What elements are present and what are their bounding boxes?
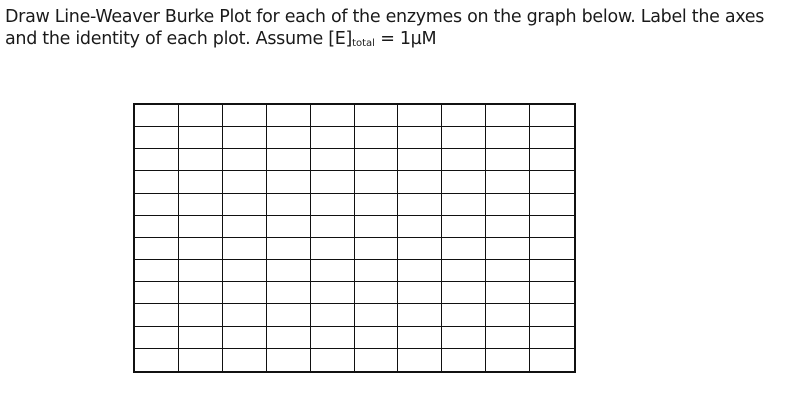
graph-cell [355, 127, 399, 149]
graph-cell [223, 260, 267, 282]
enzyme-total-subscript: total [352, 38, 375, 49]
graph-cell [442, 282, 486, 304]
graph-cell [486, 194, 530, 216]
graph-cell [486, 349, 530, 371]
graph-cell [530, 349, 574, 371]
graph-cell [135, 304, 179, 326]
graph-cell [355, 282, 399, 304]
graph-cell [311, 282, 355, 304]
graph-cell [486, 216, 530, 238]
graph-cell [530, 216, 574, 238]
graph-cell [267, 216, 311, 238]
graph-cell [179, 105, 223, 127]
question-text [5, 6, 785, 55]
graph-cell [223, 216, 267, 238]
graph-cell [486, 282, 530, 304]
graph-cell [530, 171, 574, 193]
graph-cell [267, 105, 311, 127]
graph-cell [398, 149, 442, 171]
graph-cell [135, 105, 179, 127]
graph-cell [311, 349, 355, 371]
graph-cell [442, 127, 486, 149]
graph-cell [179, 216, 223, 238]
graph-cell [398, 238, 442, 260]
graph-cell [355, 171, 399, 193]
graph-cell [135, 127, 179, 149]
graph-cell [355, 304, 399, 326]
graph-cell [486, 149, 530, 171]
graph-cell [355, 105, 399, 127]
graph-cell [530, 327, 574, 349]
graph-cell [398, 327, 442, 349]
graph-cell [179, 171, 223, 193]
graph-cell [179, 194, 223, 216]
graph-cell [398, 216, 442, 238]
graph-cell [267, 327, 311, 349]
graph-cell [442, 349, 486, 371]
graph-cell [311, 127, 355, 149]
blank-graph-paper [133, 103, 576, 373]
graph-cell [311, 171, 355, 193]
graph-cell [355, 149, 399, 171]
graph-cell [442, 238, 486, 260]
graph-cell [223, 349, 267, 371]
graph-cell [355, 238, 399, 260]
graph-cell [179, 282, 223, 304]
graph-cell [311, 238, 355, 260]
graph-cell [442, 216, 486, 238]
graph-cell [311, 327, 355, 349]
graph-cell [355, 260, 399, 282]
graph-cell [223, 194, 267, 216]
graph-cell [530, 304, 574, 326]
graph-cell [267, 149, 311, 171]
graph-cell [486, 260, 530, 282]
graph-cell [179, 260, 223, 282]
graph-cell [179, 149, 223, 171]
graph-cell [135, 194, 179, 216]
graph-cell [398, 304, 442, 326]
graph-cell [135, 260, 179, 282]
graph-cell [179, 327, 223, 349]
graph-cell [442, 304, 486, 326]
graph-cell [267, 282, 311, 304]
graph-cell [442, 105, 486, 127]
graph-cell [530, 282, 574, 304]
graph-cell [311, 149, 355, 171]
graph-cell [442, 260, 486, 282]
graph-cell [223, 149, 267, 171]
graph-cell [267, 349, 311, 371]
graph-cell [398, 260, 442, 282]
graph-cell [267, 238, 311, 260]
graph-cell [223, 282, 267, 304]
graph-cell [486, 171, 530, 193]
graph-cell [311, 105, 355, 127]
graph-cell [355, 327, 399, 349]
graph-cell [355, 216, 399, 238]
graph-cell [135, 282, 179, 304]
graph-cell [179, 127, 223, 149]
graph-cell [486, 238, 530, 260]
graph-cell [311, 194, 355, 216]
graph-cell [311, 304, 355, 326]
graph-cell [355, 349, 399, 371]
graph-cell [398, 105, 442, 127]
graph-cell [530, 260, 574, 282]
graph-cell [223, 238, 267, 260]
graph-cell [311, 260, 355, 282]
graph-cell [267, 194, 311, 216]
graph-cell [530, 127, 574, 149]
graph-cell [223, 327, 267, 349]
graph-cell [135, 327, 179, 349]
graph-cell [135, 349, 179, 371]
graph-cell [223, 127, 267, 149]
graph-cell [267, 260, 311, 282]
graph-cell [442, 149, 486, 171]
graph-cell [223, 105, 267, 127]
graph-cell [530, 194, 574, 216]
graph-cell [398, 194, 442, 216]
graph-cell [179, 349, 223, 371]
graph-cell [135, 171, 179, 193]
graph-cell [530, 238, 574, 260]
graph-cell [486, 105, 530, 127]
graph-cell [442, 194, 486, 216]
question-line-2-end: = 1µM [374, 29, 437, 49]
graph-cell [398, 282, 442, 304]
graph-cell [223, 171, 267, 193]
question-line-1: Draw Line-Weaver Burke Plot for each of the enzymes on the graph below. Label the axes [5, 7, 765, 27]
graph-cell [267, 171, 311, 193]
graph-cell [135, 216, 179, 238]
graph-cell [179, 304, 223, 326]
graph-cell [442, 171, 486, 193]
graph-cell [486, 327, 530, 349]
graph-cell [530, 105, 574, 127]
graph-cell [486, 304, 530, 326]
graph-cell [355, 194, 399, 216]
graph-cell [267, 127, 311, 149]
graph-cell [486, 127, 530, 149]
graph-cell [442, 327, 486, 349]
question-line-2 [5, 28, 785, 55]
graph-cell [398, 349, 442, 371]
graph-cell [179, 238, 223, 260]
graph-cell [223, 304, 267, 326]
question-line-2-start: and the identity of each plot. Assume [E] [5, 29, 353, 49]
graph-cell [135, 238, 179, 260]
graph-cell [311, 216, 355, 238]
graph-cell [398, 127, 442, 149]
graph-cell [135, 149, 179, 171]
graph-cell [398, 171, 442, 193]
graph-cell [530, 149, 574, 171]
graph-cell [267, 304, 311, 326]
